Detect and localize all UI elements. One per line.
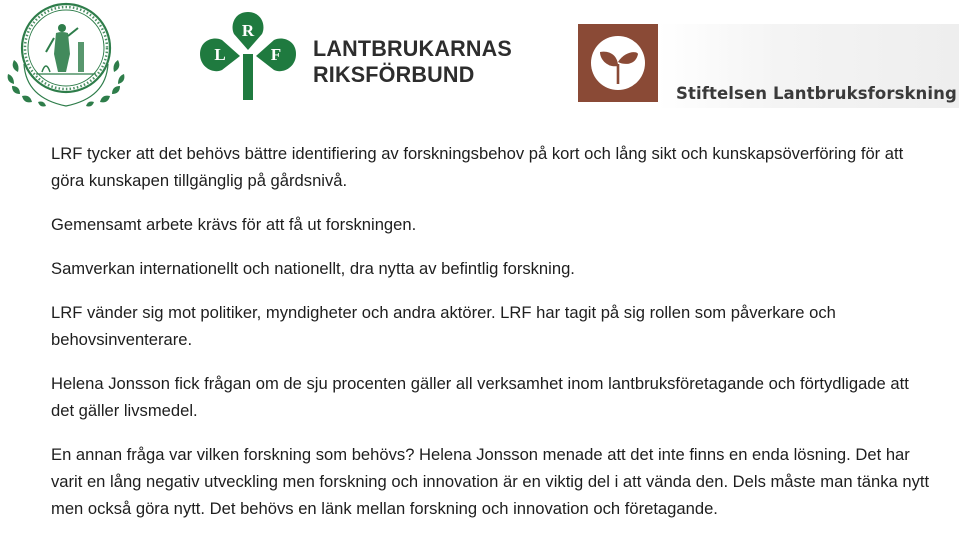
paragraph: En annan fråga var vilken forskning som behövs? Helena Jonsson menade att det inte finns en enda lösning. Det har varit en lång negativ utveckling men forskning och innovation är en viktig del i att vända den. Dels måste man tänka nytt men också göra nytt. Det behövs en länk mellan forskning och innovation och företagande. (51, 445, 930, 518)
lrf-name-line2: RIKSFÖRBUND (313, 62, 475, 87)
sl-name: Stiftelsen Lantbruksforskning (676, 84, 957, 103)
svg-text:F: F (270, 45, 282, 64)
paragraph: Gemensamt arbete krävs för att få ut forskningen. (51, 215, 417, 234)
seal-emblem-icon (6, 2, 136, 110)
svg-text:L: L (214, 45, 226, 64)
document-body (51, 140, 931, 522)
svg-text:R: R (241, 21, 255, 40)
seedling-icon (578, 24, 658, 102)
paragraph: Helena Jonsson fick frågan om de sju procenten gäller all verksamhet inom lantbruksföretagande och förtydligade att det gäller livsmedel. (51, 374, 909, 420)
lrf-clover-logo-icon (196, 10, 300, 102)
paragraph: LRF vänder sig mot politiker, myndigheter och andra aktörer. LRF har tagit på sig rollen som påverkare och behovsinventerare. (51, 303, 836, 349)
lrf-name-line1: LANTBRUKARNAS (313, 36, 512, 61)
paragraph: LRF tycker att det behövs bättre identifiering av forskningsbehov på kort och lång sikt och kunskapsöverföring för att göra kunskapen tillgänglig på gårdsnivå. (51, 144, 904, 190)
lrf-wordmark (313, 36, 512, 88)
paragraph: Samverkan internationellt och nationellt, dra nytta av befintlig forskning. (51, 259, 575, 278)
